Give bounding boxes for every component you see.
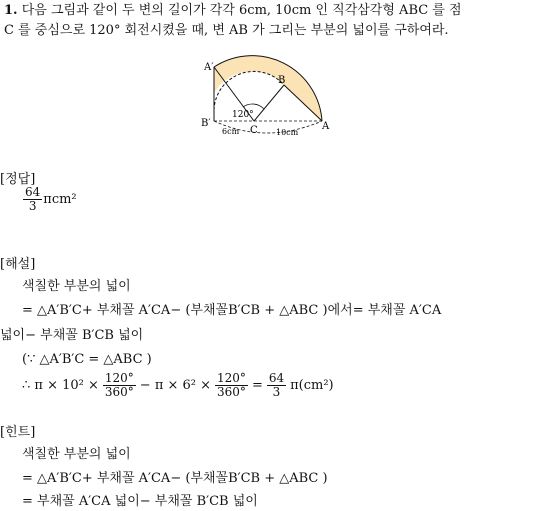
label-angle: 120° (232, 110, 254, 120)
label-a-prime: A′ (204, 62, 214, 73)
answer-unit: πcm² (43, 192, 77, 207)
angle-arc (243, 104, 264, 109)
explanation-line-1: 색칠한 부분의 넓이 (22, 279, 131, 294)
eq-part-2: − π × 6² × (139, 378, 212, 393)
explanation-line-3: 넓이− 부채꼴 B′CB 넓이 (0, 328, 144, 343)
explanation-line-5 (22, 372, 334, 399)
label-c: C (250, 125, 258, 136)
problem-number: 1. (4, 3, 18, 18)
problem-line-1 (4, 2, 462, 20)
answer-value (22, 186, 77, 213)
explanation-header: [해설] (0, 257, 36, 272)
problem-text-2: C 를 중심으로 120° 회전시켰을 때, 변 AB 가 그리는 부분의 넓이를 구하여라. (4, 23, 449, 38)
fraction-3 (267, 372, 286, 399)
eq-part-4: π(cm²) (290, 378, 334, 393)
eq-part-1: ∴ π × 10² × (22, 378, 99, 393)
label-6cm: 6cm (222, 127, 240, 136)
label-10cm: 10cm (276, 128, 299, 137)
hint-line-1: 색칠한 부분의 넓이 (22, 447, 131, 462)
fraction-2-num: 120° (217, 371, 246, 385)
explanation-line-4: (∵ △A′B′C = △ABC ) (22, 352, 152, 367)
hint-line-2: = △A′B′C+ 부채꼴 A′CA− (부채꼴B′CB + △ABC ) (22, 471, 328, 486)
fraction-1-den: 360° (104, 385, 134, 399)
hint-line-3: = 부채꼴 A′CA 넓이− 부채꼴 B′CB 넓이 (22, 494, 258, 509)
eq-part-3: = (251, 378, 263, 393)
answer-den: 3 (28, 199, 37, 213)
hint-header: [힌트] (0, 425, 36, 440)
label-b: B (278, 75, 286, 86)
label-b-prime: B′ (201, 118, 211, 129)
fraction-3-den: 3 (272, 385, 281, 399)
fraction-2 (215, 372, 248, 399)
fraction-1 (103, 372, 136, 399)
fraction-1-num: 120° (104, 371, 134, 385)
answer-num: 64 (25, 185, 41, 199)
problem-text-1: 다음 그림과 같이 두 변의 길이가 각각 6cm, 10cm 인 직각삼각형 ABC 를 점 (21, 3, 462, 18)
side-c-b (254, 85, 284, 121)
answer-fraction (23, 186, 42, 213)
label-a: A (322, 121, 330, 132)
explanation-line-2: = △A′B′C+ 부채꼴 A′CA− (부채꼴B′CB + △ABC )에서= 부채꼴 A′CA (22, 303, 442, 318)
fraction-3-num: 64 (268, 371, 285, 385)
rotation-figure (196, 55, 336, 140)
fraction-2-den: 360° (217, 385, 246, 399)
answer-header: [정답] (0, 172, 36, 187)
